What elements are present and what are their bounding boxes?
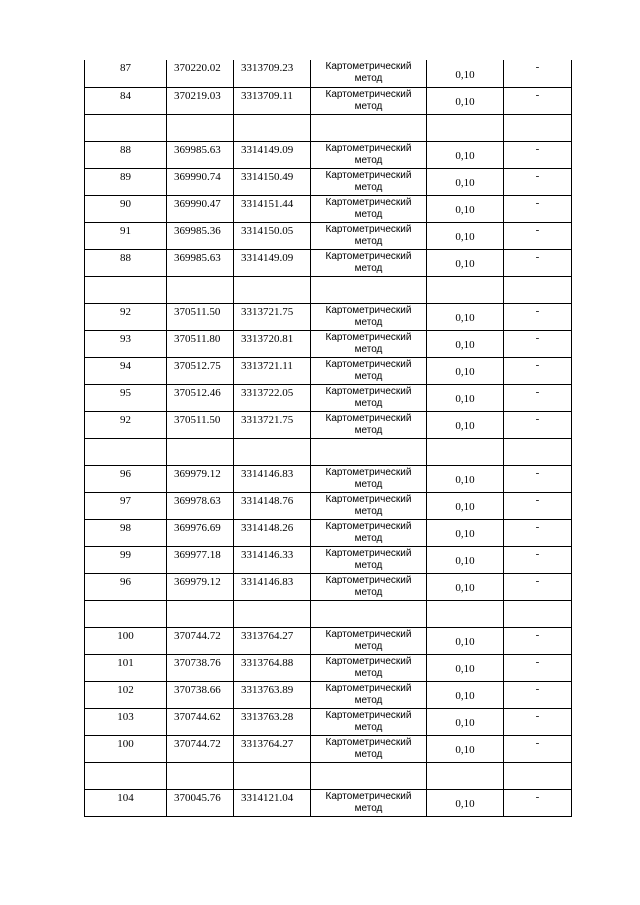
method-label-line1: Картометрический <box>325 196 412 208</box>
y-coordinate-cell: 3314150.49 <box>234 168 311 195</box>
x-coordinate-cell: 370738.66 <box>167 681 234 708</box>
method-cell <box>311 195 427 222</box>
y-coordinate-cell: 3313709.23 <box>234 60 311 87</box>
x-coordinate-cell: 370744.62 <box>167 708 234 735</box>
x-coordinate-cell: 370511.80 <box>167 330 234 357</box>
y-coordinate-cell: 3314148.26 <box>234 519 311 546</box>
empty-cell <box>427 600 504 627</box>
y-coordinate-cell: 3314151.44 <box>234 195 311 222</box>
y-coordinate-cell: 3314150.05 <box>234 222 311 249</box>
x-coordinate-cell: 369978.63 <box>167 492 234 519</box>
separator-row <box>85 600 572 627</box>
extra-cell: - <box>504 330 572 357</box>
y-coordinate-cell: 3313720.81 <box>234 330 311 357</box>
empty-cell <box>85 438 167 465</box>
extra-cell: - <box>504 627 572 654</box>
empty-cell <box>167 276 234 303</box>
coordinates-table <box>84 60 572 817</box>
method-label-line1: Картометрический <box>325 709 412 721</box>
empty-cell <box>234 114 311 141</box>
empty-cell <box>311 438 427 465</box>
accuracy-cell: 0,10 <box>427 222 504 249</box>
separator-row <box>85 276 572 303</box>
empty-cell <box>311 762 427 789</box>
y-coordinate-cell: 3313721.75 <box>234 303 311 330</box>
method-label-line1: Картометрический <box>325 628 412 640</box>
accuracy-cell: 0,10 <box>427 654 504 681</box>
y-coordinate-cell: 3313764.27 <box>234 627 311 654</box>
table-row <box>85 654 572 681</box>
method-label-line2: метод <box>354 73 383 84</box>
method-label-line2: метод <box>354 424 383 436</box>
x-coordinate-cell: 369977.18 <box>167 546 234 573</box>
method-label-line2: метод <box>354 235 383 247</box>
empty-cell <box>427 276 504 303</box>
method-cell <box>311 60 427 87</box>
extra-cell: - <box>504 654 572 681</box>
x-coordinate-cell: 370744.72 <box>167 627 234 654</box>
extra-cell: - <box>504 492 572 519</box>
method-label-line1: Картометрический <box>325 304 412 316</box>
method-cell <box>311 384 427 411</box>
extra-cell: - <box>504 411 572 438</box>
x-coordinate-cell: 370744.72 <box>167 735 234 762</box>
x-coordinate-cell: 369985.63 <box>167 249 234 276</box>
method-label-line1: Картометрический <box>325 655 412 667</box>
extra-cell: - <box>504 222 572 249</box>
empty-cell <box>167 600 234 627</box>
method-cell <box>311 249 427 276</box>
point-number-cell: 90 <box>85 195 167 222</box>
separator-row <box>85 762 572 789</box>
table-row <box>85 60 572 87</box>
empty-cell <box>504 276 572 303</box>
x-coordinate-cell: 370511.50 <box>167 411 234 438</box>
method-cell <box>311 519 427 546</box>
x-coordinate-cell: 370738.76 <box>167 654 234 681</box>
point-number-cell: 96 <box>85 573 167 600</box>
method-cell <box>311 546 427 573</box>
method-cell <box>311 573 427 600</box>
method-label-line2: метод <box>354 370 383 382</box>
method-cell <box>311 330 427 357</box>
method-label-line2: метод <box>354 181 383 193</box>
method-cell <box>311 411 427 438</box>
method-label-line2: метод <box>354 721 383 733</box>
method-label-line1: Картометрический <box>325 385 412 397</box>
table-row <box>85 222 572 249</box>
method-cell <box>311 789 427 816</box>
point-number-cell: 84 <box>85 87 167 114</box>
y-coordinate-cell: 3313764.88 <box>234 654 311 681</box>
empty-cell <box>427 114 504 141</box>
accuracy-cell: 0,10 <box>427 546 504 573</box>
y-coordinate-cell: 3313763.28 <box>234 708 311 735</box>
accuracy-cell: 0,10 <box>427 627 504 654</box>
extra-cell: - <box>504 789 572 816</box>
y-coordinate-cell: 3314149.09 <box>234 141 311 168</box>
method-cell <box>311 681 427 708</box>
separator-row <box>85 438 572 465</box>
empty-cell <box>504 600 572 627</box>
y-coordinate-cell: 3314146.33 <box>234 546 311 573</box>
extra-cell: - <box>504 573 572 600</box>
accuracy-cell: 0,10 <box>427 384 504 411</box>
empty-cell <box>234 600 311 627</box>
table-row <box>85 384 572 411</box>
table-row <box>85 573 572 600</box>
method-label-line2: метод <box>354 802 383 814</box>
empty-cell <box>167 762 234 789</box>
method-label-line1: Картометрический <box>325 520 412 532</box>
accuracy-cell: 0,10 <box>427 492 504 519</box>
method-label-line1: Картометрический <box>325 466 412 478</box>
point-number-cell: 92 <box>85 411 167 438</box>
accuracy-cell: 0,10 <box>427 330 504 357</box>
table-row <box>85 681 572 708</box>
extra-cell: - <box>504 519 572 546</box>
extra-cell: - <box>504 60 572 87</box>
method-label-line1: Картометрический <box>325 547 412 559</box>
method-cell <box>311 222 427 249</box>
accuracy-cell: 0,10 <box>427 168 504 195</box>
table-row <box>85 708 572 735</box>
method-cell <box>311 735 427 762</box>
method-label-line2: метод <box>354 397 383 409</box>
table-row <box>85 789 572 816</box>
table-row <box>85 627 572 654</box>
point-number-cell: 88 <box>85 141 167 168</box>
point-number-cell: 101 <box>85 654 167 681</box>
empty-cell <box>504 762 572 789</box>
x-coordinate-cell: 369990.47 <box>167 195 234 222</box>
method-label-line2: метод <box>354 478 383 490</box>
empty-cell <box>427 762 504 789</box>
point-number-cell: 102 <box>85 681 167 708</box>
x-coordinate-cell: 369979.12 <box>167 465 234 492</box>
method-label-line2: метод <box>354 208 383 220</box>
method-label-line2: метод <box>354 100 383 112</box>
method-label-line1: Картометрический <box>325 88 412 100</box>
method-cell <box>311 141 427 168</box>
table-row <box>85 519 572 546</box>
y-coordinate-cell: 3314149.09 <box>234 249 311 276</box>
accuracy-cell: 0,10 <box>427 708 504 735</box>
empty-cell <box>234 438 311 465</box>
table-row <box>85 168 572 195</box>
y-coordinate-cell: 3314146.83 <box>234 573 311 600</box>
method-label-line1: Картометрический <box>325 736 412 748</box>
extra-cell: - <box>504 195 572 222</box>
method-label-line1: Картометрический <box>325 223 412 235</box>
accuracy-cell: 0,10 <box>427 681 504 708</box>
x-coordinate-cell: 370220.02 <box>167 60 234 87</box>
empty-cell <box>504 438 572 465</box>
method-label-line2: метод <box>354 262 383 274</box>
x-coordinate-cell: 369976.69 <box>167 519 234 546</box>
coordinates-table-body <box>85 60 572 816</box>
method-label-line2: метод <box>354 748 383 760</box>
extra-cell: - <box>504 141 572 168</box>
point-number-cell: 103 <box>85 708 167 735</box>
table-row <box>85 303 572 330</box>
empty-cell <box>311 600 427 627</box>
method-label-line2: метод <box>354 586 383 598</box>
y-coordinate-cell: 3313763.89 <box>234 681 311 708</box>
y-coordinate-cell: 3313721.75 <box>234 411 311 438</box>
method-label-line2: метод <box>354 667 383 679</box>
extra-cell: - <box>504 465 572 492</box>
accuracy-cell: 0,10 <box>427 357 504 384</box>
empty-cell <box>85 600 167 627</box>
empty-cell <box>167 438 234 465</box>
method-label-line1: Картометрический <box>325 574 412 586</box>
point-number-cell: 99 <box>85 546 167 573</box>
y-coordinate-cell: 3313764.27 <box>234 735 311 762</box>
extra-cell: - <box>504 303 572 330</box>
y-coordinate-cell: 3314121.04 <box>234 789 311 816</box>
table-row <box>85 141 572 168</box>
table-row <box>85 465 572 492</box>
accuracy-cell: 0,10 <box>427 303 504 330</box>
empty-cell <box>85 276 167 303</box>
x-coordinate-cell: 370512.46 <box>167 384 234 411</box>
method-cell <box>311 168 427 195</box>
x-coordinate-cell: 369985.36 <box>167 222 234 249</box>
point-number-cell: 89 <box>85 168 167 195</box>
x-coordinate-cell: 370219.03 <box>167 87 234 114</box>
accuracy-cell: 0,10 <box>427 573 504 600</box>
empty-cell <box>234 276 311 303</box>
table-row <box>85 195 572 222</box>
method-label-line1: Картометрический <box>325 250 412 262</box>
accuracy-cell: 0,10 <box>427 519 504 546</box>
extra-cell: - <box>504 384 572 411</box>
point-number-cell: 88 <box>85 249 167 276</box>
separator-row <box>85 114 572 141</box>
point-number-cell: 100 <box>85 627 167 654</box>
method-label-line1: Картометрический <box>325 142 412 154</box>
table-row <box>85 411 572 438</box>
method-label-line2: метод <box>354 532 383 544</box>
point-number-cell: 94 <box>85 357 167 384</box>
accuracy-cell: 0,10 <box>427 87 504 114</box>
method-label-line1: Картометрический <box>325 493 412 505</box>
point-number-cell: 87 <box>85 60 167 87</box>
method-label-line1: Картометрический <box>325 790 412 802</box>
point-number-cell: 91 <box>85 222 167 249</box>
method-label-line2: метод <box>354 343 383 355</box>
method-cell <box>311 465 427 492</box>
method-cell <box>311 357 427 384</box>
table-row <box>85 735 572 762</box>
y-coordinate-cell: 3314148.76 <box>234 492 311 519</box>
empty-cell <box>311 276 427 303</box>
y-coordinate-cell: 3313721.11 <box>234 357 311 384</box>
method-label-line1: Картометрический <box>325 682 412 694</box>
empty-cell <box>427 438 504 465</box>
point-number-cell: 104 <box>85 789 167 816</box>
accuracy-cell: 0,10 <box>427 735 504 762</box>
y-coordinate-cell: 3313709.11 <box>234 87 311 114</box>
table-row <box>85 546 572 573</box>
method-cell <box>311 303 427 330</box>
extra-cell: - <box>504 546 572 573</box>
method-cell <box>311 627 427 654</box>
accuracy-cell: 0,10 <box>427 141 504 168</box>
empty-cell <box>504 114 572 141</box>
empty-cell <box>85 762 167 789</box>
table-row <box>85 87 572 114</box>
x-coordinate-cell: 369990.74 <box>167 168 234 195</box>
table-row <box>85 249 572 276</box>
point-number-cell: 97 <box>85 492 167 519</box>
accuracy-cell: 0,10 <box>427 411 504 438</box>
empty-cell <box>85 114 167 141</box>
table-row <box>85 492 572 519</box>
extra-cell: - <box>504 249 572 276</box>
method-label-line1: Картометрический <box>325 331 412 343</box>
x-coordinate-cell: 370512.75 <box>167 357 234 384</box>
method-label-line1: Картометрический <box>325 61 412 72</box>
x-coordinate-cell: 370045.76 <box>167 789 234 816</box>
method-label-line2: метод <box>354 154 383 166</box>
point-number-cell: 98 <box>85 519 167 546</box>
method-cell <box>311 708 427 735</box>
extra-cell: - <box>504 357 572 384</box>
accuracy-cell: 0,10 <box>427 60 504 87</box>
method-cell <box>311 87 427 114</box>
extra-cell: - <box>504 168 572 195</box>
method-label-line2: метод <box>354 505 383 517</box>
extra-cell: - <box>504 87 572 114</box>
extra-cell: - <box>504 708 572 735</box>
point-number-cell: 92 <box>85 303 167 330</box>
accuracy-cell: 0,10 <box>427 195 504 222</box>
accuracy-cell: 0,10 <box>427 789 504 816</box>
y-coordinate-cell: 3313722.05 <box>234 384 311 411</box>
point-number-cell: 93 <box>85 330 167 357</box>
extra-cell: - <box>504 681 572 708</box>
x-coordinate-cell: 370511.50 <box>167 303 234 330</box>
method-label-line1: Картометрический <box>325 358 412 370</box>
method-cell <box>311 654 427 681</box>
extra-cell: - <box>504 735 572 762</box>
point-number-cell: 100 <box>85 735 167 762</box>
accuracy-cell: 0,10 <box>427 465 504 492</box>
x-coordinate-cell: 369985.63 <box>167 141 234 168</box>
x-coordinate-cell: 369979.12 <box>167 573 234 600</box>
empty-cell <box>167 114 234 141</box>
point-number-cell: 95 <box>85 384 167 411</box>
table-row <box>85 330 572 357</box>
method-cell <box>311 492 427 519</box>
empty-cell <box>311 114 427 141</box>
empty-cell <box>234 762 311 789</box>
accuracy-cell: 0,10 <box>427 249 504 276</box>
method-label-line2: метод <box>354 316 383 328</box>
method-label-line2: метод <box>354 694 383 706</box>
y-coordinate-cell: 3314146.83 <box>234 465 311 492</box>
point-number-cell: 96 <box>85 465 167 492</box>
method-label-line2: метод <box>354 559 383 571</box>
method-label-line2: метод <box>354 640 383 652</box>
method-label-line1: Картометрический <box>325 169 412 181</box>
table-row <box>85 357 572 384</box>
method-label-line1: Картометрический <box>325 412 412 424</box>
